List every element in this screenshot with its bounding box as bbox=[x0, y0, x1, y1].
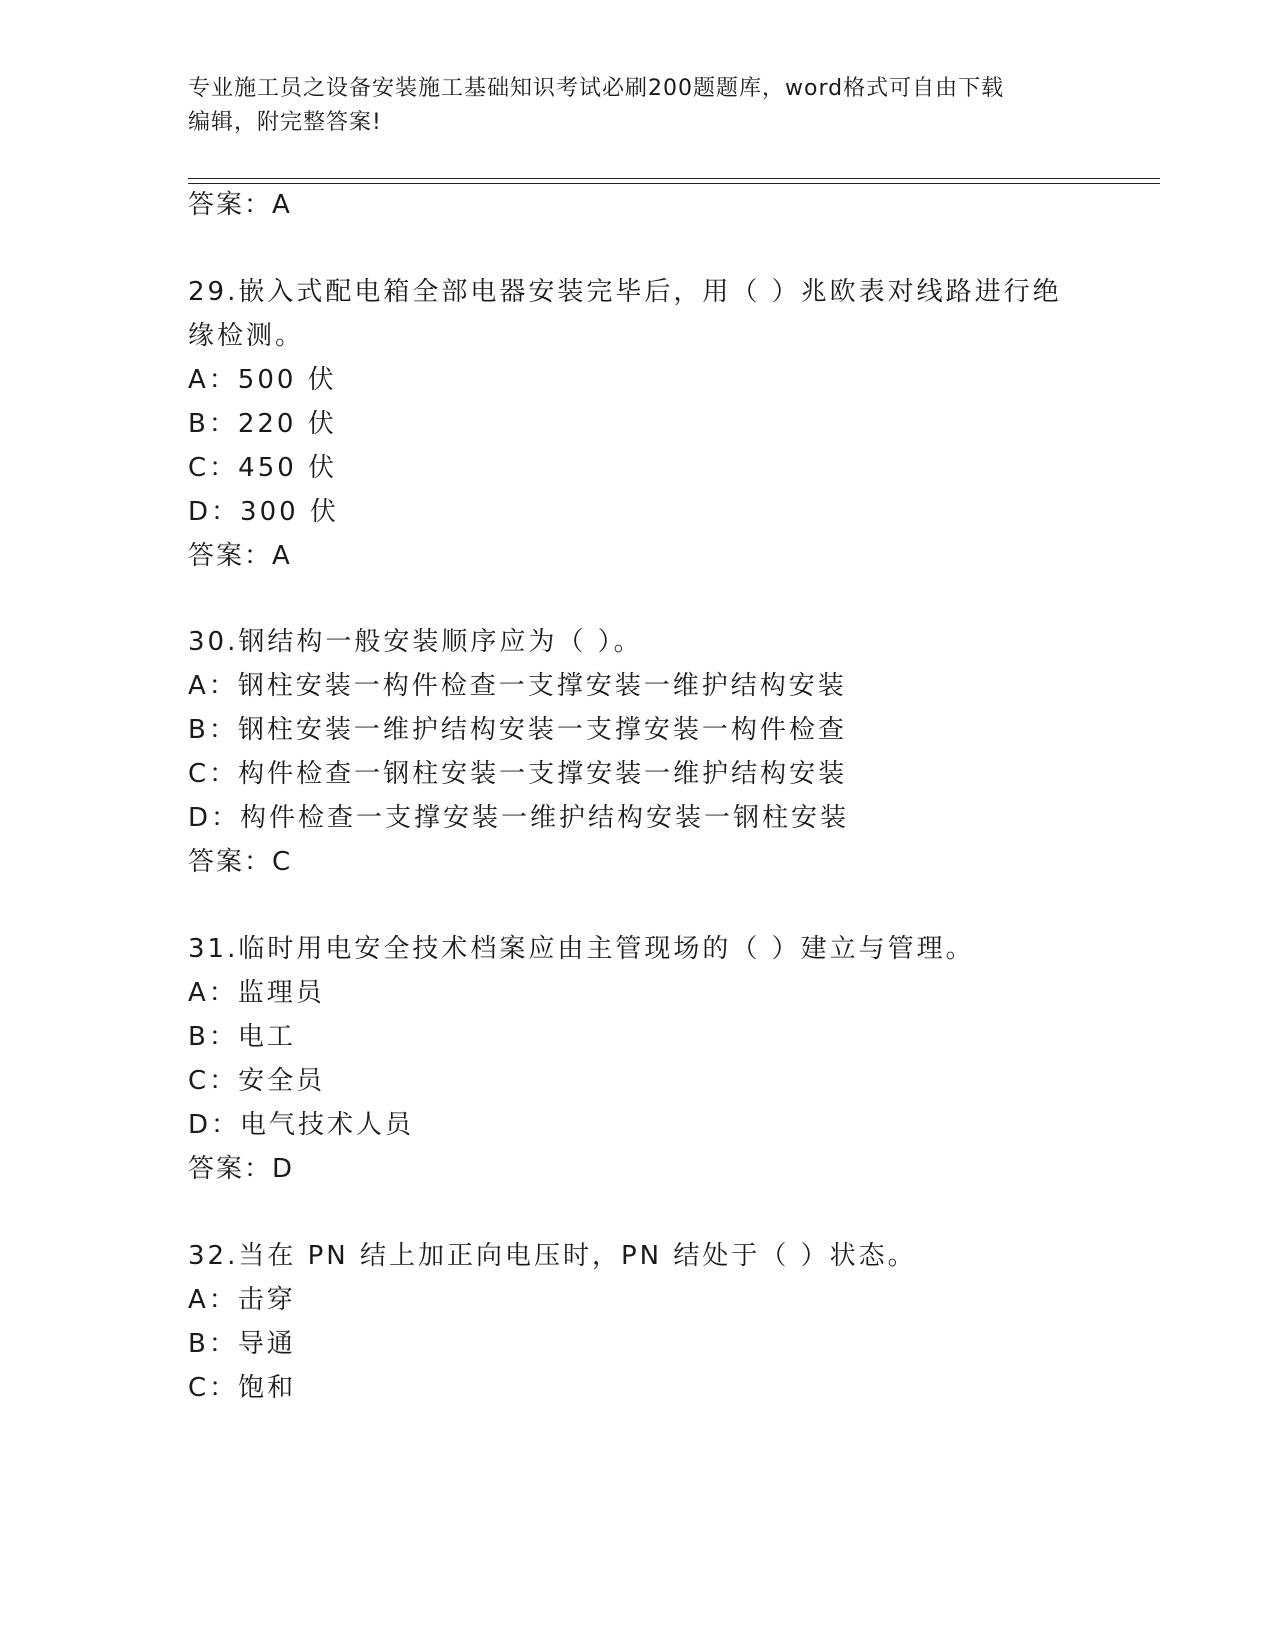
question-29-option-a: A：500 伏 bbox=[188, 365, 337, 395]
question-32-option-a: A：击穿 bbox=[188, 1285, 296, 1315]
document-header bbox=[188, 72, 1088, 140]
question-32-option-b: B：导通 bbox=[188, 1329, 296, 1359]
question-29-option-d: D：300 伏 bbox=[188, 497, 339, 527]
question-31-option-d: D：电气技术人员 bbox=[188, 1110, 415, 1140]
question-29-option-b: B：220 伏 bbox=[188, 409, 337, 439]
question-29-stem-line-1: 29.嵌入式配电箱全部电器安装完毕后，用（ ）兆欧表对线路进行绝 bbox=[188, 277, 1062, 307]
question-31-option-c: C：安全员 bbox=[188, 1066, 326, 1096]
answer-29: 答案：A bbox=[188, 541, 292, 571]
question-30-option-a: A：钢柱安装一构件检查一支撑安装一维护结构安装 bbox=[188, 671, 847, 701]
question-30-option-d: D：构件检查一支撑安装一维护结构安装一钢柱安装 bbox=[188, 803, 850, 833]
question-31-option-b: B：电工 bbox=[188, 1022, 296, 1052]
question-29-option-c: C：450 伏 bbox=[188, 453, 338, 483]
question-29-stem-line-2: 缘检测。 bbox=[188, 321, 305, 351]
header-line-2: 编辑，附完整答案! bbox=[188, 110, 382, 135]
question-32-option-c: C：饱和 bbox=[188, 1373, 297, 1403]
answer-30: 答案：C bbox=[188, 847, 293, 877]
header-divider-bottom bbox=[188, 183, 1160, 184]
question-30-option-b: B：钢柱安装一维护结构安装一支撑安装一构件检查 bbox=[188, 715, 847, 745]
header-line-1: 专业施工员之设备安装施工基础知识考试必刷200题题库，word格式可自由下载 bbox=[188, 76, 1005, 101]
question-32-stem: 32.当在 PN 结上加正向电压时，PN 结处于（ ）状态。 bbox=[188, 1241, 917, 1271]
question-31-stem: 31.临时用电安全技术档案应由主管现场的（ ）建立与管理。 bbox=[188, 934, 975, 964]
question-31-option-a: A：监理员 bbox=[188, 978, 325, 1008]
answer-31: 答案：D bbox=[188, 1154, 295, 1184]
answer-28: 答案：A bbox=[188, 190, 292, 220]
question-30-stem: 30.钢结构一般安装顺序应为（ ）。 bbox=[188, 627, 643, 657]
header-divider-top bbox=[188, 178, 1160, 179]
question-30-option-c: C：构件检查一钢柱安装一支撑安装一维护结构安装 bbox=[188, 759, 848, 789]
